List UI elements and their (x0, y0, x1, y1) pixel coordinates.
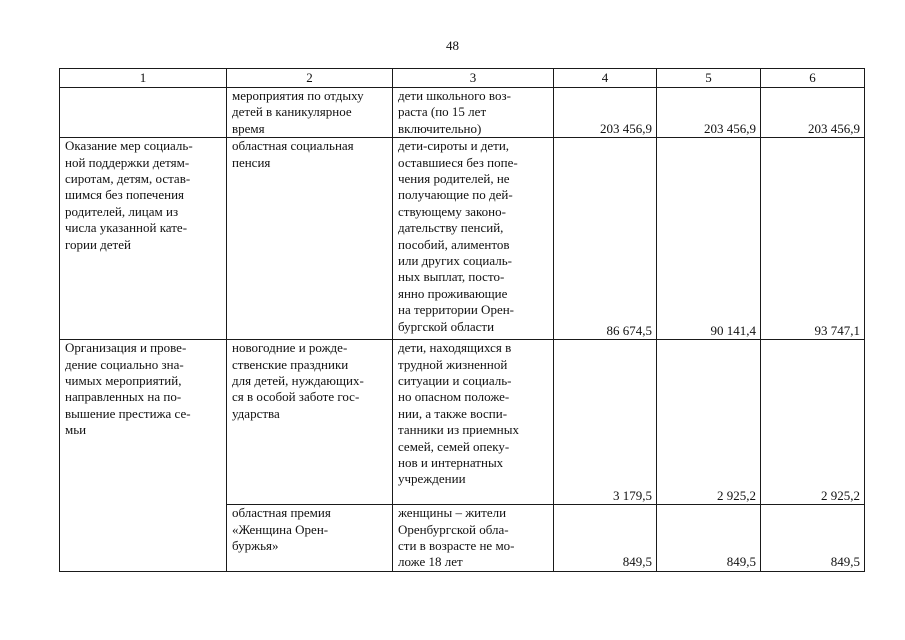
column-header-2: 2 (227, 69, 393, 88)
recipients-cell: дети, находящихся в трудной жизненной ситуации и социаль- но опасном положе- нии, а также воспи- танники из приемных семей, семей опеку- нов и интернатных учреждении (393, 340, 554, 505)
budget-table (59, 68, 865, 572)
value-cell-year2: 90 141,4 (657, 138, 761, 340)
column-header-6: 6 (761, 69, 865, 88)
page-number: 48 (446, 38, 459, 53)
measure-cell: новогодние и рожде- ственские праздники для детей, нуждающих- ся в особой заботе гос- ударства (227, 340, 393, 505)
value-cell-year1: 3 179,5 (554, 340, 657, 505)
value-cell-year3: 2 925,2 (761, 340, 865, 505)
value-cell-year2: 203 456,9 (657, 88, 761, 138)
recipients-cell: дети школьного воз- раста (по 15 лет включительно) (393, 88, 554, 138)
table-row (60, 88, 865, 138)
table-row (60, 340, 865, 505)
measure-cell: областная премия «Женщина Орен- буржья» (227, 505, 393, 572)
column-header-4: 4 (554, 69, 657, 88)
value-cell-year1: 203 456,9 (554, 88, 657, 138)
value-cell-year1: 86 674,5 (554, 138, 657, 340)
direction-cell: Оказание мер социаль- ной поддержки детям- сиротам, детям, остав- шимся без попечения родителей, лицам из числа указанной кате- гории детей (60, 138, 227, 340)
table-row (60, 138, 865, 340)
column-header-5: 5 (657, 69, 761, 88)
value-cell-year1: 849,5 (554, 505, 657, 572)
value-cell-year3: 93 747,1 (761, 138, 865, 340)
value-cell-year3: 203 456,9 (761, 88, 865, 138)
column-header-1: 1 (60, 69, 227, 88)
direction-cell: Организация и прове- дение социально зна- чимых мероприятий, направленных на по- вышение престижа се- мьи (60, 340, 227, 572)
recipients-cell: женщины – жители Оренбургской обла- сти в возрасте не мо- ложе 18 лет (393, 505, 554, 572)
recipients-cell: дети-сироты и дети, оставшиеся без попе- чения родителей, не получающие по дей- ствующему законо- дательству пенсий, пособий, алиментов или других социаль- ных выплат, посто- янно проживающие на территории Орен- бургской области (393, 138, 554, 340)
measure-cell: мероприятия по отдыху детей в каникулярное время (227, 88, 393, 138)
value-cell-year2: 2 925,2 (657, 340, 761, 505)
value-cell-year2: 849,5 (657, 505, 761, 572)
column-header-3: 3 (393, 69, 554, 88)
header-row (60, 69, 865, 88)
value-cell-year3: 849,5 (761, 505, 865, 572)
direction-cell (60, 88, 227, 138)
measure-cell: областная социальная пенсия (227, 138, 393, 340)
